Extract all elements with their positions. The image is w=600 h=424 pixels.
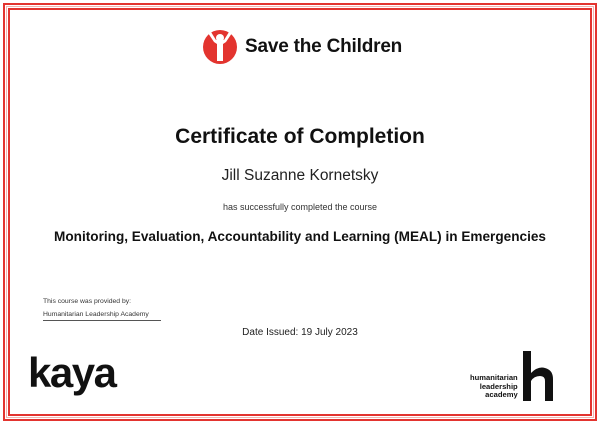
date-issued: Date Issued: 19 July 2023	[242, 327, 358, 338]
hla-h-mark-icon	[521, 351, 555, 401]
completion-statement: has successfully completed the course	[222, 202, 378, 212]
save-the-children-emblem-icon	[202, 27, 238, 67]
provided-by-label: This course was provided by:	[43, 298, 132, 305]
certificate-title: Certificate of Completion	[175, 125, 425, 148]
kaya-logo: kaya	[28, 349, 116, 396]
humanitarian-leadership-academy-logo	[470, 353, 555, 401]
recipient-name: Jill Suzanne Kornetsky	[221, 167, 379, 184]
hla-logo-line: academy	[485, 390, 518, 400]
course-title: Monitoring, Evaluation, Accountability and Learning (MEAL) in Emergencies	[54, 229, 546, 244]
hla-logo-line: leadership	[479, 381, 518, 391]
hla-logo-line: humanitarian	[470, 372, 518, 382]
save-the-children-logo	[202, 25, 402, 69]
course-provider: Humanitarian Leadership Academy	[43, 311, 161, 321]
hla-logo-text	[470, 374, 518, 401]
organization-name: Save the Children	[245, 36, 403, 57]
